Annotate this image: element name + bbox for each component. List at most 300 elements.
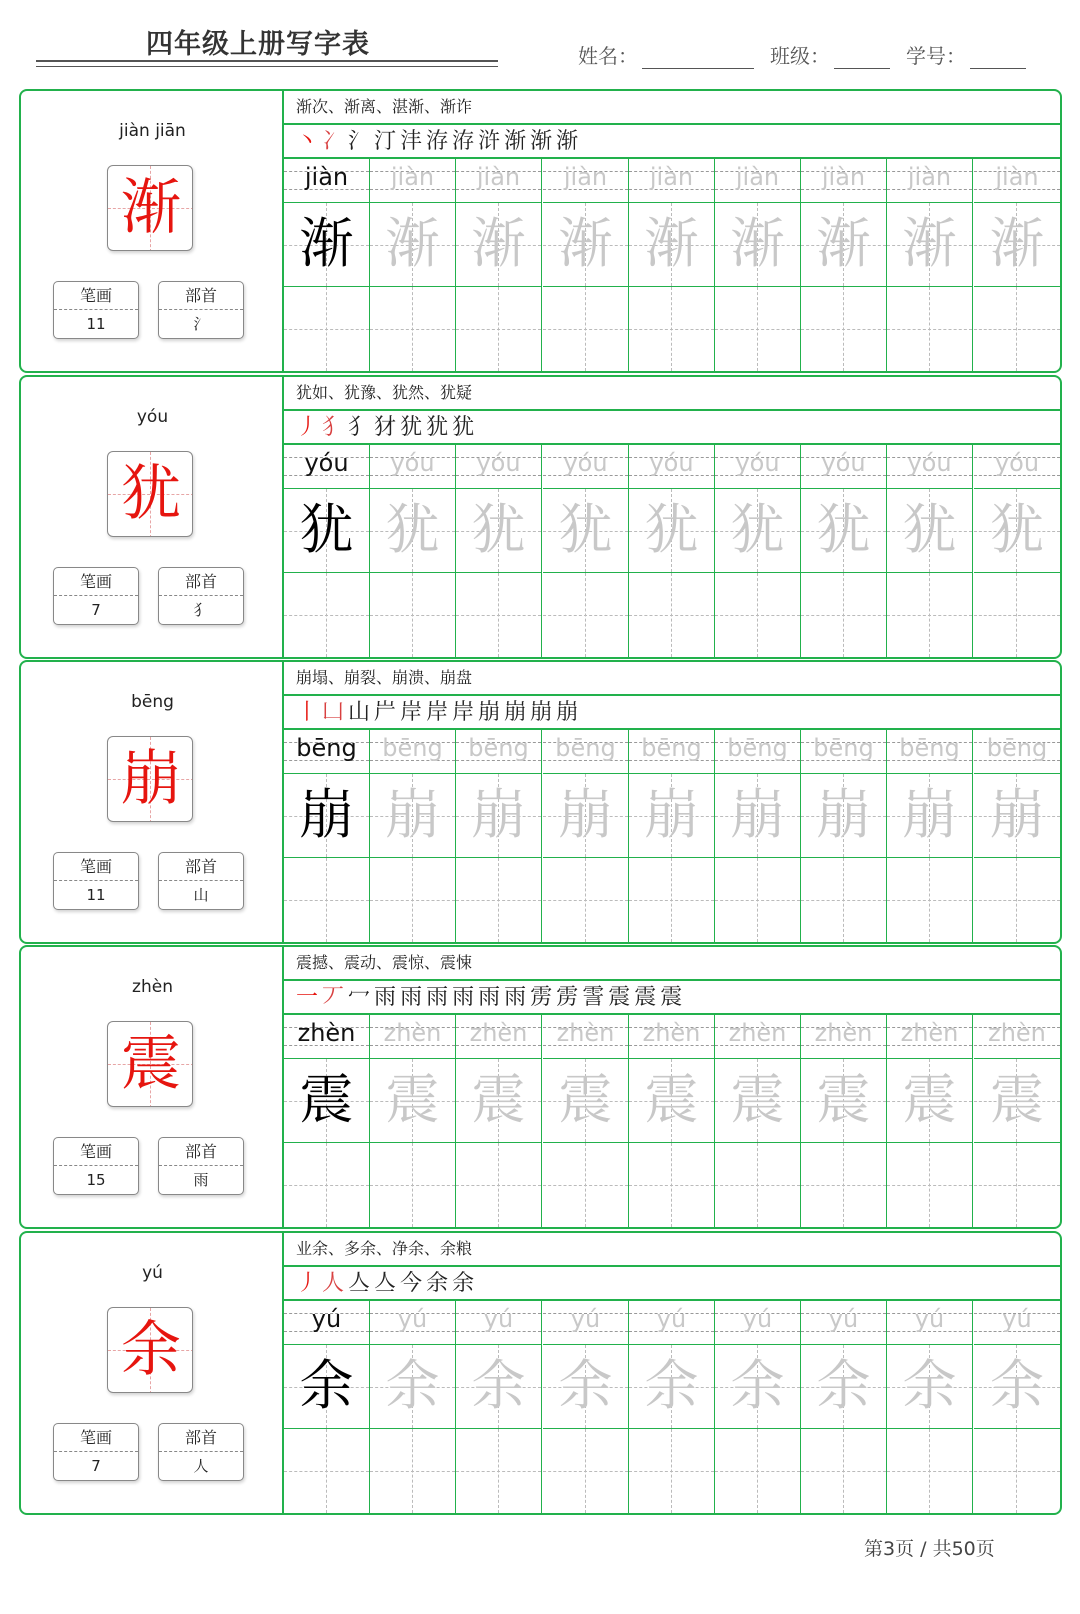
pinyin-trace: yú [1002, 1305, 1032, 1333]
pinyin-writing-cell[interactable] [715, 730, 800, 774]
pinyin-model: zhèn [297, 1019, 356, 1047]
character-card [19, 945, 1062, 1229]
practice-column [543, 159, 629, 371]
character-trace: 犹 [902, 498, 957, 561]
character-writing-cell[interactable] [629, 203, 714, 287]
stroke-step: 屵 [374, 700, 397, 725]
practice-column [543, 445, 629, 657]
pinyin-trace: yóu [821, 449, 866, 477]
practice-column [715, 1015, 801, 1227]
radical-value: 山 [193, 886, 209, 904]
empty-writing-cell[interactable] [456, 858, 541, 942]
stroke-order [284, 1267, 1060, 1301]
character-writing-cell[interactable] [456, 203, 541, 287]
radical-label: 部首 [159, 568, 243, 596]
character-trace: 震 [644, 1068, 699, 1131]
stroke-count-box [53, 1137, 139, 1195]
radical-box [158, 1137, 244, 1195]
character-info-panel [21, 91, 284, 371]
pinyin-trace: zhèn [900, 1019, 959, 1047]
character-pinyin: yú [142, 1263, 163, 1283]
pinyin-trace: yóu [649, 449, 694, 477]
pinyin-writing-cell[interactable] [370, 159, 455, 203]
empty-writing-cell[interactable] [543, 1429, 628, 1513]
character-trace: 渐 [644, 212, 699, 275]
character-writing-cell[interactable] [715, 1345, 800, 1429]
pinyin-writing-cell[interactable] [801, 1301, 886, 1345]
character-display-box [107, 1021, 193, 1107]
practice-column [370, 445, 456, 657]
practice-column [284, 445, 370, 657]
stroke-step: 雨 [478, 985, 501, 1010]
empty-writing-cell[interactable] [715, 573, 800, 657]
radical-value: 雨 [193, 1171, 209, 1189]
practice-column [974, 159, 1060, 371]
character-writing-cell[interactable] [629, 1059, 714, 1143]
pinyin-writing-cell[interactable] [887, 445, 972, 489]
practice-column [629, 1301, 715, 1513]
character-glyph: 震 [121, 1029, 181, 1099]
pinyin-model: bēng [296, 734, 357, 762]
name-blank[interactable] [642, 45, 754, 69]
empty-writing-cell[interactable] [284, 573, 369, 657]
pinyin-writing-cell[interactable] [370, 730, 455, 774]
pinyin-trace: jiàn [735, 163, 780, 191]
character-writing-cell[interactable] [801, 203, 886, 287]
pinyin-trace: yóu [735, 449, 780, 477]
pinyin-trace: jiàn [821, 163, 866, 191]
stroke-step: 氵 [348, 129, 371, 154]
practice-column [629, 445, 715, 657]
character-writing-cell[interactable] [715, 203, 800, 287]
pinyin-writing-cell[interactable] [974, 730, 1060, 774]
character-trace: 崩 [471, 783, 526, 846]
character-writing-cell[interactable] [370, 1059, 455, 1143]
pinyin-writing-cell[interactable] [801, 730, 886, 774]
pinyin-writing-cell[interactable] [715, 445, 800, 489]
empty-writing-cell[interactable] [629, 1143, 714, 1227]
character-writing-cell[interactable] [629, 774, 714, 858]
character-trace: 犹 [730, 498, 785, 561]
empty-writing-cell[interactable] [715, 858, 800, 942]
empty-writing-cell[interactable] [887, 858, 972, 942]
empty-writing-cell[interactable] [715, 287, 800, 371]
pinyin-trace: bēng [727, 734, 788, 762]
character-writing-cell[interactable] [801, 774, 886, 858]
number-blank[interactable] [970, 45, 1026, 69]
stroke-step: 丨 [296, 700, 319, 725]
character-trace: 崩 [990, 783, 1044, 846]
character-writing-cell[interactable] [887, 1059, 972, 1143]
character-writing-cell[interactable] [456, 489, 541, 573]
character-pinyin: yóu [136, 407, 169, 427]
character-writing-cell[interactable] [543, 1059, 628, 1143]
empty-writing-cell[interactable] [543, 1143, 628, 1227]
stroke-step: 雨 [426, 985, 449, 1010]
character-trace: 震 [730, 1068, 785, 1131]
practice-column [629, 730, 715, 942]
practice-column [284, 159, 370, 371]
pinyin-writing-cell[interactable] [801, 1015, 886, 1059]
pinyin-trace: yú [483, 1305, 514, 1333]
pinyin-trace: zhèn [988, 1019, 1046, 1047]
character-writing-cell[interactable] [543, 1345, 628, 1429]
character-trace: 余 [558, 1354, 613, 1417]
empty-writing-cell[interactable] [284, 1429, 369, 1513]
character-writing-cell[interactable] [370, 774, 455, 858]
practice-column [456, 159, 542, 371]
empty-writing-cell[interactable] [456, 573, 541, 657]
character-writing-cell[interactable] [715, 489, 800, 573]
stroke-step: 洊 [426, 129, 449, 154]
character-writing-cell[interactable] [284, 1345, 369, 1429]
empty-writing-cell[interactable] [543, 858, 628, 942]
empty-writing-cell[interactable] [801, 1143, 886, 1227]
character-glyph: 渐 [121, 173, 181, 243]
radical-label: 部首 [159, 853, 243, 881]
character-trace: 渐 [558, 212, 613, 275]
stroke-step: 一 [296, 985, 319, 1010]
stroke-step: 冫 [322, 129, 345, 154]
empty-writing-cell[interactable] [629, 287, 714, 371]
empty-writing-cell[interactable] [284, 1143, 369, 1227]
character-trace: 余 [730, 1354, 785, 1417]
character-model: 崩 [299, 783, 354, 846]
character-trace: 余 [902, 1354, 957, 1417]
pinyin-writing-cell[interactable] [974, 445, 1060, 489]
stroke-step: 犹 [400, 415, 423, 440]
empty-writing-cell[interactable] [801, 573, 886, 657]
practice-column [543, 730, 629, 942]
class-blank[interactable] [834, 45, 890, 69]
pinyin-writing-cell[interactable] [284, 159, 369, 203]
character-writing-cell[interactable] [801, 1345, 886, 1429]
character-trace: 震 [558, 1068, 613, 1131]
stroke-order [284, 125, 1060, 159]
practice-column [887, 445, 973, 657]
character-writing-cell[interactable] [629, 489, 714, 573]
pinyin-writing-cell[interactable] [543, 1301, 628, 1345]
practice-column [456, 1301, 542, 1513]
pinyin-trace: bēng [555, 734, 616, 762]
character-writing-cell[interactable] [370, 203, 455, 287]
character-info-panel [21, 662, 284, 942]
character-writing-cell[interactable] [715, 1059, 800, 1143]
pinyin-trace: yú [656, 1305, 687, 1333]
character-writing-cell[interactable] [456, 1345, 541, 1429]
practice-column [370, 1301, 456, 1513]
character-trace: 渐 [816, 212, 871, 275]
empty-writing-cell[interactable] [543, 573, 628, 657]
pinyin-trace: jiàn [476, 163, 521, 191]
pinyin-writing-cell[interactable] [629, 1015, 714, 1059]
stroke-step: 雨 [374, 985, 397, 1010]
character-writing-cell[interactable] [284, 489, 369, 573]
pinyin-writing-cell[interactable] [887, 1015, 972, 1059]
pinyin-writing-cell[interactable] [543, 1015, 628, 1059]
empty-writing-cell[interactable] [370, 858, 455, 942]
character-writing-cell[interactable] [887, 774, 972, 858]
character-trace: 余 [644, 1354, 699, 1417]
pinyin-writing-cell[interactable] [887, 730, 972, 774]
empty-writing-cell[interactable] [715, 1143, 800, 1227]
character-writing-cell[interactable] [284, 1059, 369, 1143]
character-glyph: 崩 [121, 744, 181, 814]
empty-writing-cell[interactable] [801, 858, 886, 942]
pinyin-trace: jiàn [907, 163, 952, 191]
pinyin-trace: yú [570, 1305, 601, 1333]
character-writing-cell[interactable] [543, 489, 628, 573]
empty-writing-cell[interactable] [629, 573, 714, 657]
character-trace: 震 [990, 1068, 1044, 1131]
stroke-step: 渐 [504, 129, 527, 154]
number-field[interactable] [906, 40, 1026, 69]
stroke-count-label: 笔画 [54, 1138, 138, 1166]
character-trace: 渐 [385, 212, 440, 275]
character-writing-cell[interactable] [456, 1059, 541, 1143]
pinyin-writing-cell[interactable] [974, 1301, 1060, 1345]
empty-writing-cell[interactable] [284, 858, 369, 942]
pinyin-writing-cell[interactable] [370, 1301, 455, 1345]
pinyin-trace: zhèn [383, 1019, 442, 1047]
stroke-order [284, 696, 1060, 730]
character-writing-cell[interactable] [887, 1345, 972, 1429]
character-trace: 崩 [730, 783, 785, 846]
empty-writing-cell[interactable] [629, 858, 714, 942]
pinyin-writing-cell[interactable] [456, 445, 541, 489]
empty-writing-cell[interactable] [284, 287, 369, 371]
character-trace: 余 [471, 1354, 526, 1417]
stroke-step: 山 [348, 700, 371, 725]
pinyin-writing-cell[interactable] [715, 159, 800, 203]
pinyin-writing-cell[interactable] [629, 445, 714, 489]
stroke-step: 犹 [452, 415, 475, 440]
practice-column [801, 1015, 887, 1227]
character-trace: 犹 [990, 498, 1044, 561]
pinyin-writing-cell[interactable] [456, 159, 541, 203]
empty-writing-cell[interactable] [456, 287, 541, 371]
character-writing-cell[interactable] [543, 774, 628, 858]
character-card [19, 1231, 1062, 1515]
practice-column [974, 1015, 1060, 1227]
character-writing-cell[interactable] [456, 774, 541, 858]
empty-writing-cell[interactable] [370, 287, 455, 371]
pinyin-trace: yóu [476, 449, 521, 477]
empty-writing-cell[interactable] [715, 1429, 800, 1513]
practice-column [715, 445, 801, 657]
practice-column [284, 730, 370, 942]
pinyin-writing-cell[interactable] [456, 1015, 541, 1059]
pinyin-writing-cell[interactable] [715, 1301, 800, 1345]
stroke-step: 雳 [530, 985, 553, 1010]
practice-column [974, 730, 1060, 942]
pinyin-trace: bēng [382, 734, 443, 762]
character-model: 渐 [299, 212, 354, 275]
radical-value: 人 [193, 1457, 209, 1475]
stroke-step: 雨 [504, 985, 527, 1010]
pinyin-writing-cell[interactable] [543, 159, 628, 203]
practice-column [715, 159, 801, 371]
practice-grid [284, 1015, 1060, 1227]
character-model: 余 [299, 1354, 354, 1417]
title-underline [36, 60, 498, 62]
empty-writing-cell[interactable] [974, 1429, 1060, 1513]
pinyin-writing-cell[interactable] [456, 730, 541, 774]
stroke-count-value: 7 [91, 1457, 101, 1475]
pinyin-trace: jiàn [390, 163, 435, 191]
pinyin-trace: yóu [907, 449, 952, 477]
character-writing-cell[interactable] [887, 203, 972, 287]
stroke-step: 洊 [452, 129, 475, 154]
character-trace: 崩 [816, 783, 871, 846]
stroke-count-box [53, 281, 139, 339]
character-writing-cell[interactable] [974, 774, 1060, 858]
page-header [0, 0, 1080, 80]
character-writing-cell[interactable] [715, 774, 800, 858]
character-display-box [107, 736, 193, 822]
stroke-step: 犲 [374, 415, 397, 440]
stroke-step: 震 [660, 985, 683, 1010]
example-words: 犹如、犹豫、犹然、犹疑 [284, 377, 1060, 411]
practice-column [887, 1015, 973, 1227]
practice-column [456, 730, 542, 942]
character-writing-cell[interactable] [370, 489, 455, 573]
practice-column [887, 1301, 973, 1513]
practice-column [543, 1301, 629, 1513]
pinyin-writing-cell[interactable] [284, 1301, 369, 1345]
character-trace: 震 [902, 1068, 957, 1131]
empty-writing-cell[interactable] [974, 573, 1060, 657]
empty-writing-cell[interactable] [887, 1143, 972, 1227]
pinyin-writing-cell[interactable] [629, 1301, 714, 1345]
character-trace: 渐 [990, 212, 1044, 275]
character-writing-cell[interactable] [629, 1345, 714, 1429]
stroke-count-box [53, 567, 139, 625]
empty-writing-cell[interactable] [370, 1429, 455, 1513]
class-field[interactable] [770, 40, 890, 69]
stroke-step: 渐 [556, 129, 579, 154]
pinyin-writing-cell[interactable] [887, 159, 972, 203]
empty-writing-cell[interactable] [974, 287, 1060, 371]
character-writing-cell[interactable] [974, 489, 1060, 573]
pinyin-writing-cell[interactable] [543, 445, 628, 489]
radical-box [158, 852, 244, 910]
pinyin-writing-cell[interactable] [801, 159, 886, 203]
pinyin-trace: zhèn [642, 1019, 701, 1047]
pinyin-writing-cell[interactable] [370, 1015, 455, 1059]
stroke-step: 崩 [530, 700, 553, 725]
character-trace: 犹 [558, 498, 613, 561]
stroke-step: 霅 [582, 985, 605, 1010]
character-writing-cell[interactable] [887, 489, 972, 573]
pinyin-writing-cell[interactable] [284, 730, 369, 774]
empty-writing-cell[interactable] [887, 287, 972, 371]
pinyin-writing-cell[interactable] [543, 730, 628, 774]
practice-column [284, 1301, 370, 1513]
stroke-step: 浒 [478, 129, 501, 154]
empty-writing-cell[interactable] [974, 858, 1060, 942]
pinyin-writing-cell[interactable] [974, 159, 1060, 203]
empty-writing-cell[interactable] [543, 287, 628, 371]
empty-writing-cell[interactable] [801, 1429, 886, 1513]
character-card [19, 660, 1062, 944]
pinyin-writing-cell[interactable] [456, 1301, 541, 1345]
empty-writing-cell[interactable] [370, 1143, 455, 1227]
pinyin-writing-cell[interactable] [284, 445, 369, 489]
pinyin-trace: yóu [390, 449, 435, 477]
stroke-step: 崩 [504, 700, 527, 725]
name-field[interactable] [578, 40, 754, 69]
empty-writing-cell[interactable] [801, 287, 886, 371]
character-trace: 崩 [644, 783, 699, 846]
radical-box [158, 1423, 244, 1481]
example-words: 渐次、渐离、湛渐、渐诈 [284, 91, 1060, 125]
character-pinyin: zhèn [132, 977, 173, 997]
empty-writing-cell[interactable] [456, 1429, 541, 1513]
character-trace: 余 [816, 1354, 871, 1417]
pinyin-writing-cell[interactable] [370, 445, 455, 489]
character-display-box [107, 451, 193, 537]
pinyin-writing-cell[interactable] [801, 445, 886, 489]
stroke-count-box [53, 852, 139, 910]
pinyin-trace: jiàn [649, 163, 694, 191]
pinyin-writing-cell[interactable] [974, 1015, 1060, 1059]
character-trace: 崩 [558, 783, 613, 846]
practice-column [801, 730, 887, 942]
empty-writing-cell[interactable] [456, 1143, 541, 1227]
pinyin-writing-cell[interactable] [629, 730, 714, 774]
pinyin-writing-cell[interactable] [629, 159, 714, 203]
page-title: 四年级上册写字表 [146, 29, 370, 60]
pinyin-trace: yú [914, 1305, 945, 1333]
empty-writing-cell[interactable] [887, 1429, 972, 1513]
character-info-panel [21, 377, 284, 657]
character-writing-cell[interactable] [284, 203, 369, 287]
character-writing-cell[interactable] [543, 203, 628, 287]
character-writing-cell[interactable] [370, 1345, 455, 1429]
title-underline-thin [36, 66, 498, 67]
character-writing-cell[interactable] [974, 203, 1060, 287]
character-trace: 震 [816, 1068, 871, 1131]
empty-writing-cell[interactable] [887, 573, 972, 657]
character-trace: 震 [471, 1068, 526, 1131]
character-writing-cell[interactable] [801, 1059, 886, 1143]
pinyin-writing-cell[interactable] [284, 1015, 369, 1059]
character-trace: 震 [385, 1068, 440, 1131]
empty-writing-cell[interactable] [629, 1429, 714, 1513]
character-writing-cell[interactable] [284, 774, 369, 858]
empty-writing-cell[interactable] [370, 573, 455, 657]
practice-column [801, 445, 887, 657]
character-writing-cell[interactable] [974, 1059, 1060, 1143]
example-words: 震撼、震动、震惊、震悚 [284, 947, 1060, 981]
stroke-step: 丆 [322, 985, 345, 1010]
character-writing-cell[interactable] [974, 1345, 1060, 1429]
pinyin-trace: bēng [468, 734, 529, 762]
stroke-step: 雳 [556, 985, 579, 1010]
pinyin-writing-cell[interactable] [715, 1015, 800, 1059]
empty-writing-cell[interactable] [974, 1143, 1060, 1227]
stroke-step: 震 [634, 985, 657, 1010]
stroke-count-value: 11 [86, 315, 106, 333]
pinyin-trace: jiàn [995, 163, 1039, 191]
stroke-count-label: 笔画 [54, 853, 138, 881]
pinyin-writing-cell[interactable] [887, 1301, 972, 1345]
character-trace: 余 [385, 1354, 440, 1417]
character-writing-cell[interactable] [801, 489, 886, 573]
stroke-count-label: 笔画 [54, 282, 138, 310]
stroke-count-box [53, 1423, 139, 1481]
